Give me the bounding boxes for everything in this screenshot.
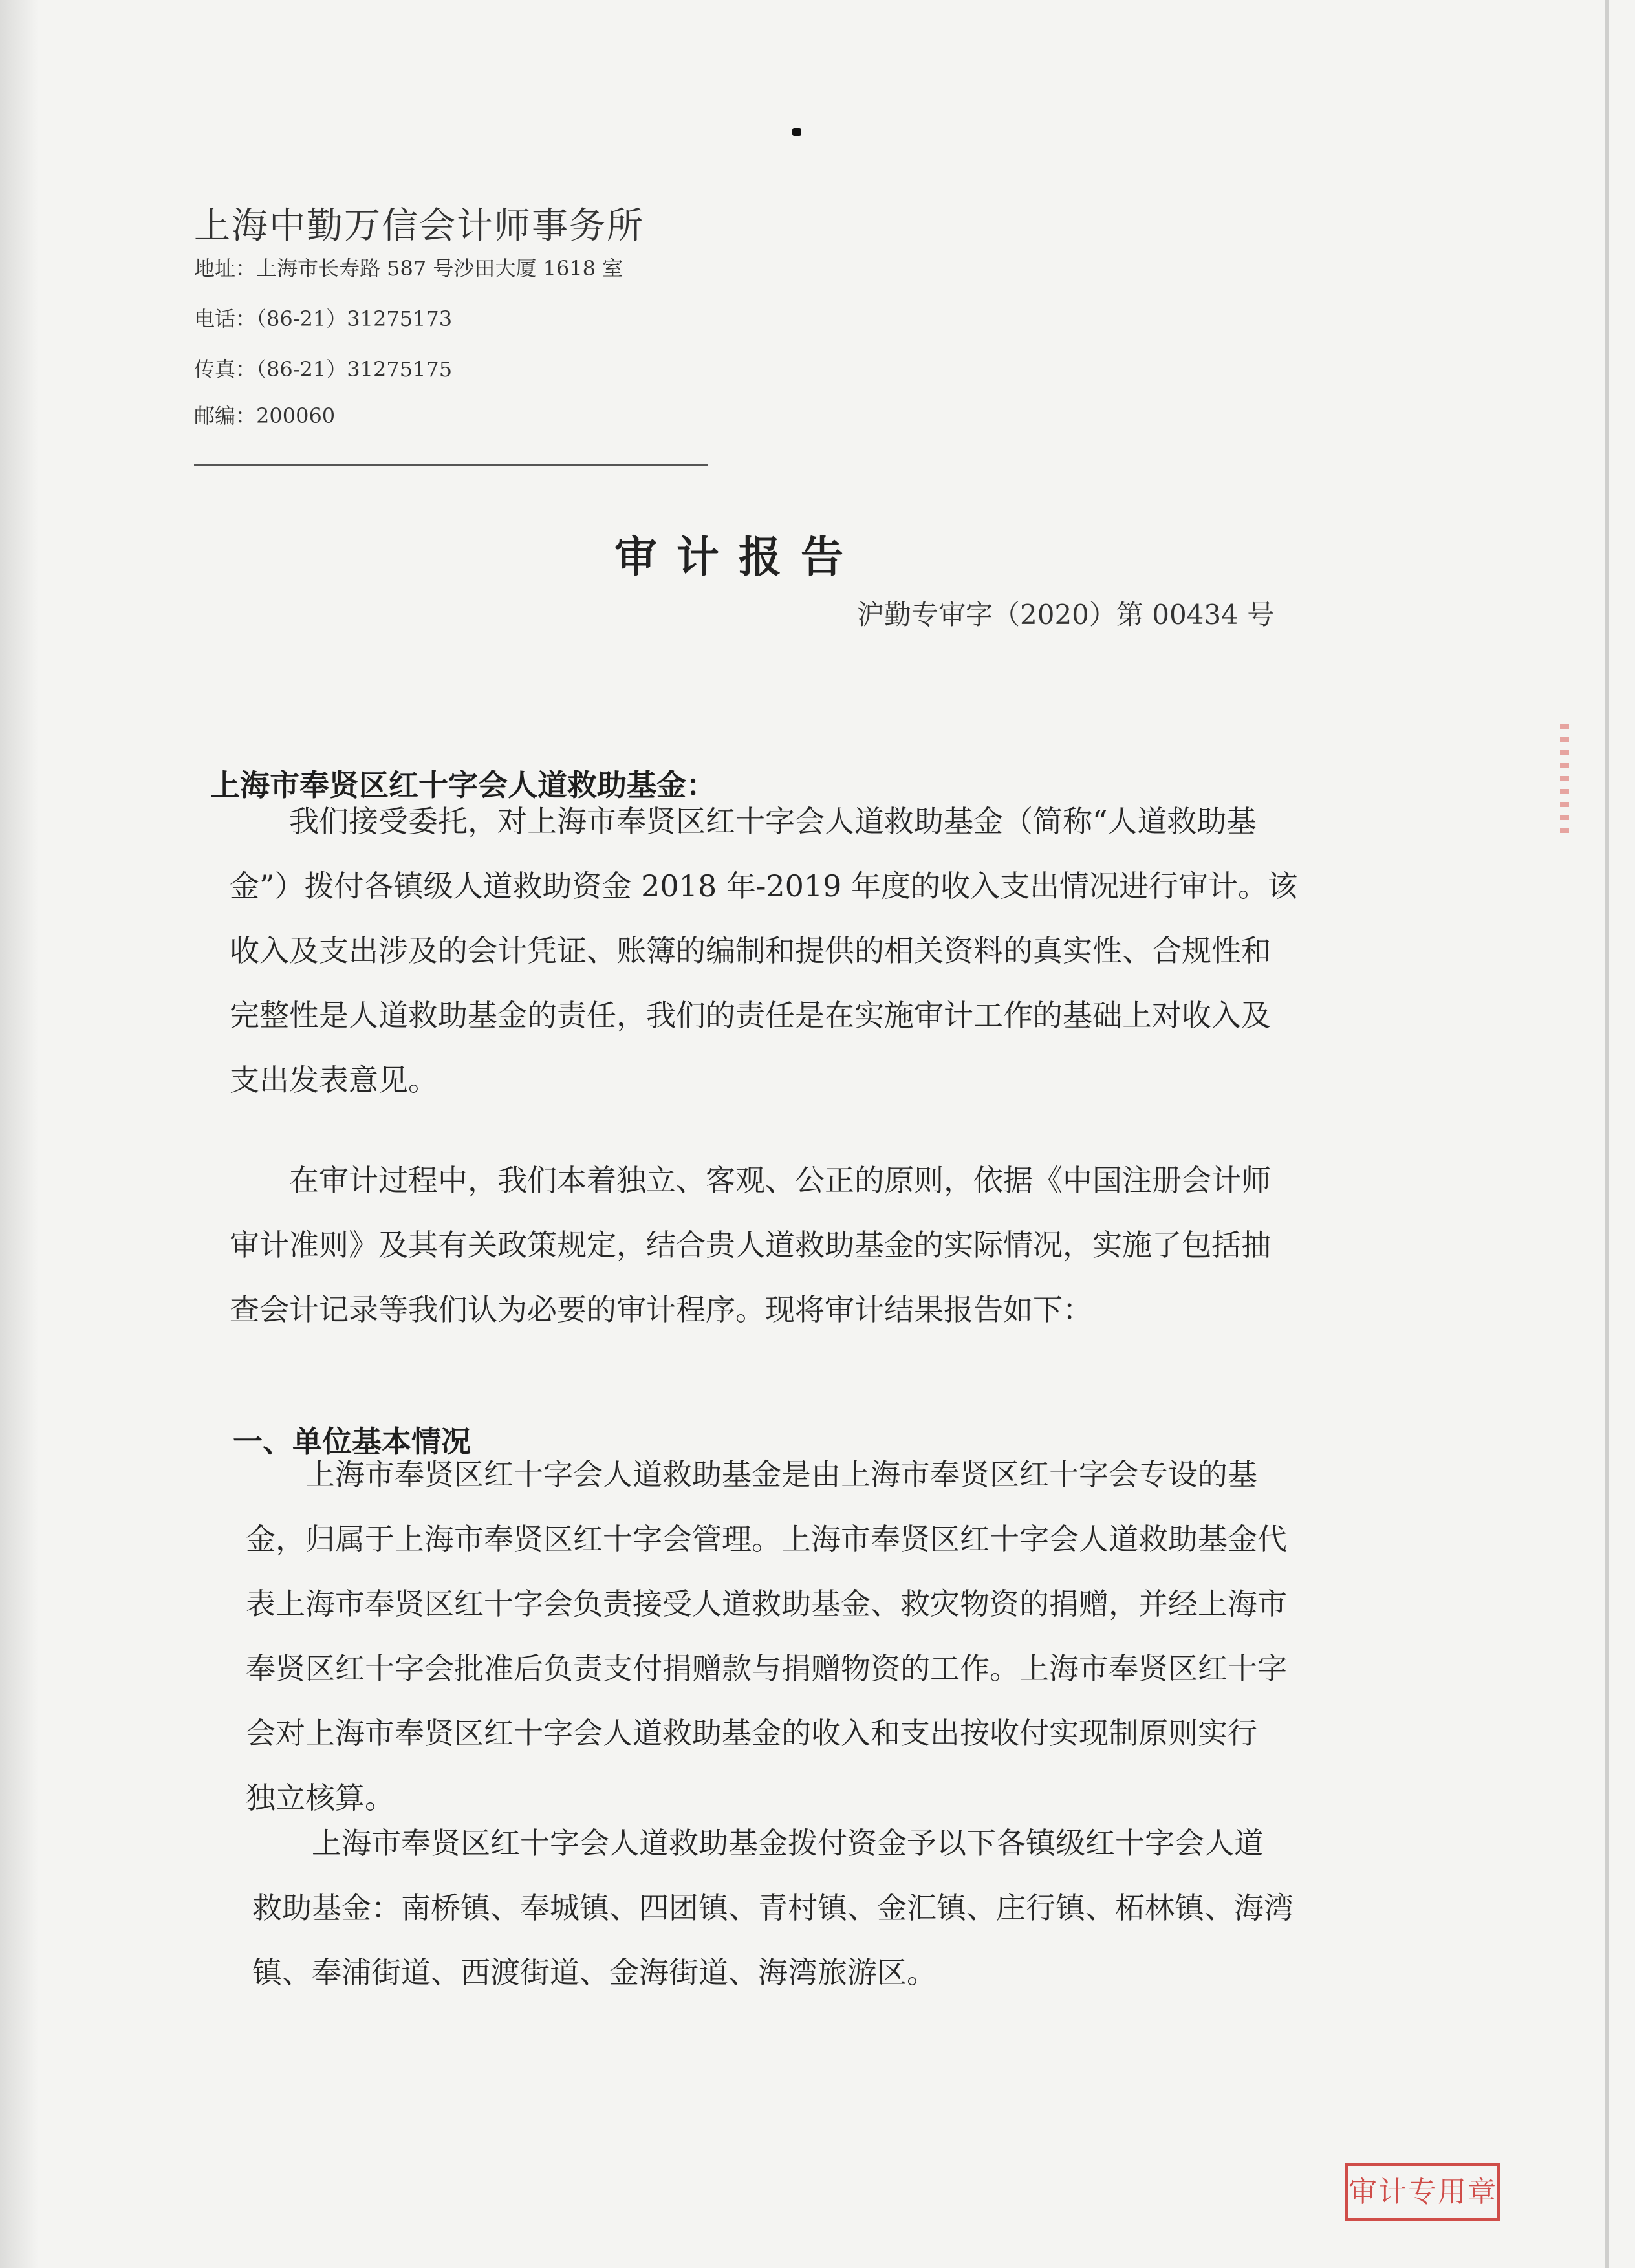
paragraph-line: 查会计记录等我们认为必要的审计程序。现将审计结果报告如下： [230, 1292, 1092, 1327]
paragraph-line: 我们接受委托，对上海市奉贤区红十字会人道救助基金（简称“人道救助基 [289, 804, 1257, 839]
report-title: 审计报告 [614, 532, 863, 582]
paragraph-line: 审计准则》及其有关政策规定，结合贵人道救助基金的实际情况，实施了包括抽 [230, 1227, 1271, 1262]
audit-seal-stamp: 审计专用章 [1345, 2163, 1500, 2221]
paragraph-line: 表上海市奉贤区红十字会负责接受人道救助基金、救灾物资的捐赠，并经上海市 [246, 1586, 1287, 1621]
paragraph-line: 支出发表意见。 [230, 1063, 438, 1097]
firm-phone: 电话：（86-21）31275173 [194, 307, 453, 331]
paragraph-line: 上海市奉贤区红十字会人道救助基金是由上海市奉贤区红十字会专设的基 [305, 1457, 1257, 1492]
paragraph-line: 收入及支出涉及的会计凭证、账簿的编制和提供的相关资料的真实性、合规性和 [230, 933, 1271, 968]
paragraph-line: 镇、奉浦街道、西渡街道、金海街道、海湾旅游区。 [252, 1955, 937, 1990]
paragraph-line: 金”）拨付各镇级人道救助资金 2018 年-2019 年度的收入支出情况进行审计。该 [230, 869, 1298, 903]
paragraph-line: 在审计过程中，我们本着独立、客观、公正的原则，依据《中国注册会计师 [289, 1163, 1271, 1198]
firm-address: 地址：上海市长寿路 587 号沙田大厦 1618 室 [194, 256, 623, 281]
section-heading: 一、单位基本情况 [233, 1424, 471, 1459]
paragraph-line: 独立核算。 [246, 1780, 395, 1815]
scan-speck [792, 128, 801, 136]
paragraph-line: 救助基金：南桥镇、奉城镇、四团镇、青村镇、金汇镇、庄行镇、柘林镇、海湾 [252, 1890, 1294, 1925]
firm-name: 上海中勤万信会计师事务所 [194, 205, 644, 247]
intro-paragraph [230, 789, 1355, 1112]
page-shadow [0, 0, 39, 2268]
firm-postcode: 邮编：200060 [194, 404, 336, 428]
paragraph-line: 金，归属于上海市奉贤区红十字会管理。上海市奉贤区红十字会人道救助基金代 [246, 1522, 1287, 1557]
scope-paragraph [230, 1148, 1355, 1342]
document-number: 沪勤专审字（2020）第 00434 号 [857, 599, 1275, 631]
firm-fax: 传真：（86-21）31275175 [194, 357, 453, 382]
paragraph-line: 奉贤区红十字会批准后负责支付捐赠款与捐赠物资的工作。上海市奉贤区红十字 [246, 1651, 1287, 1686]
addressee: 上海市奉贤区红十字会人道救助基金： [210, 768, 716, 803]
paragraph-line: 上海市奉贤区红十字会人道救助基金拨付资金予以下各镇级红十字会人道 [312, 1826, 1264, 1861]
basic-info-paragraph [246, 1442, 1371, 1830]
paragraph-line: 会对上海市奉贤区红十字会人道救助基金的收入和支出按收付实现制原则实行 [246, 1716, 1257, 1751]
allocation-paragraph [252, 1811, 1378, 2005]
page-edge [1605, 0, 1609, 2268]
paragraph-line: 完整性是人道救助基金的责任，我们的责任是在实施审计工作的基础上对收入及 [230, 998, 1271, 1033]
edge-seal-mark [1560, 724, 1569, 841]
header-divider [194, 464, 708, 466]
